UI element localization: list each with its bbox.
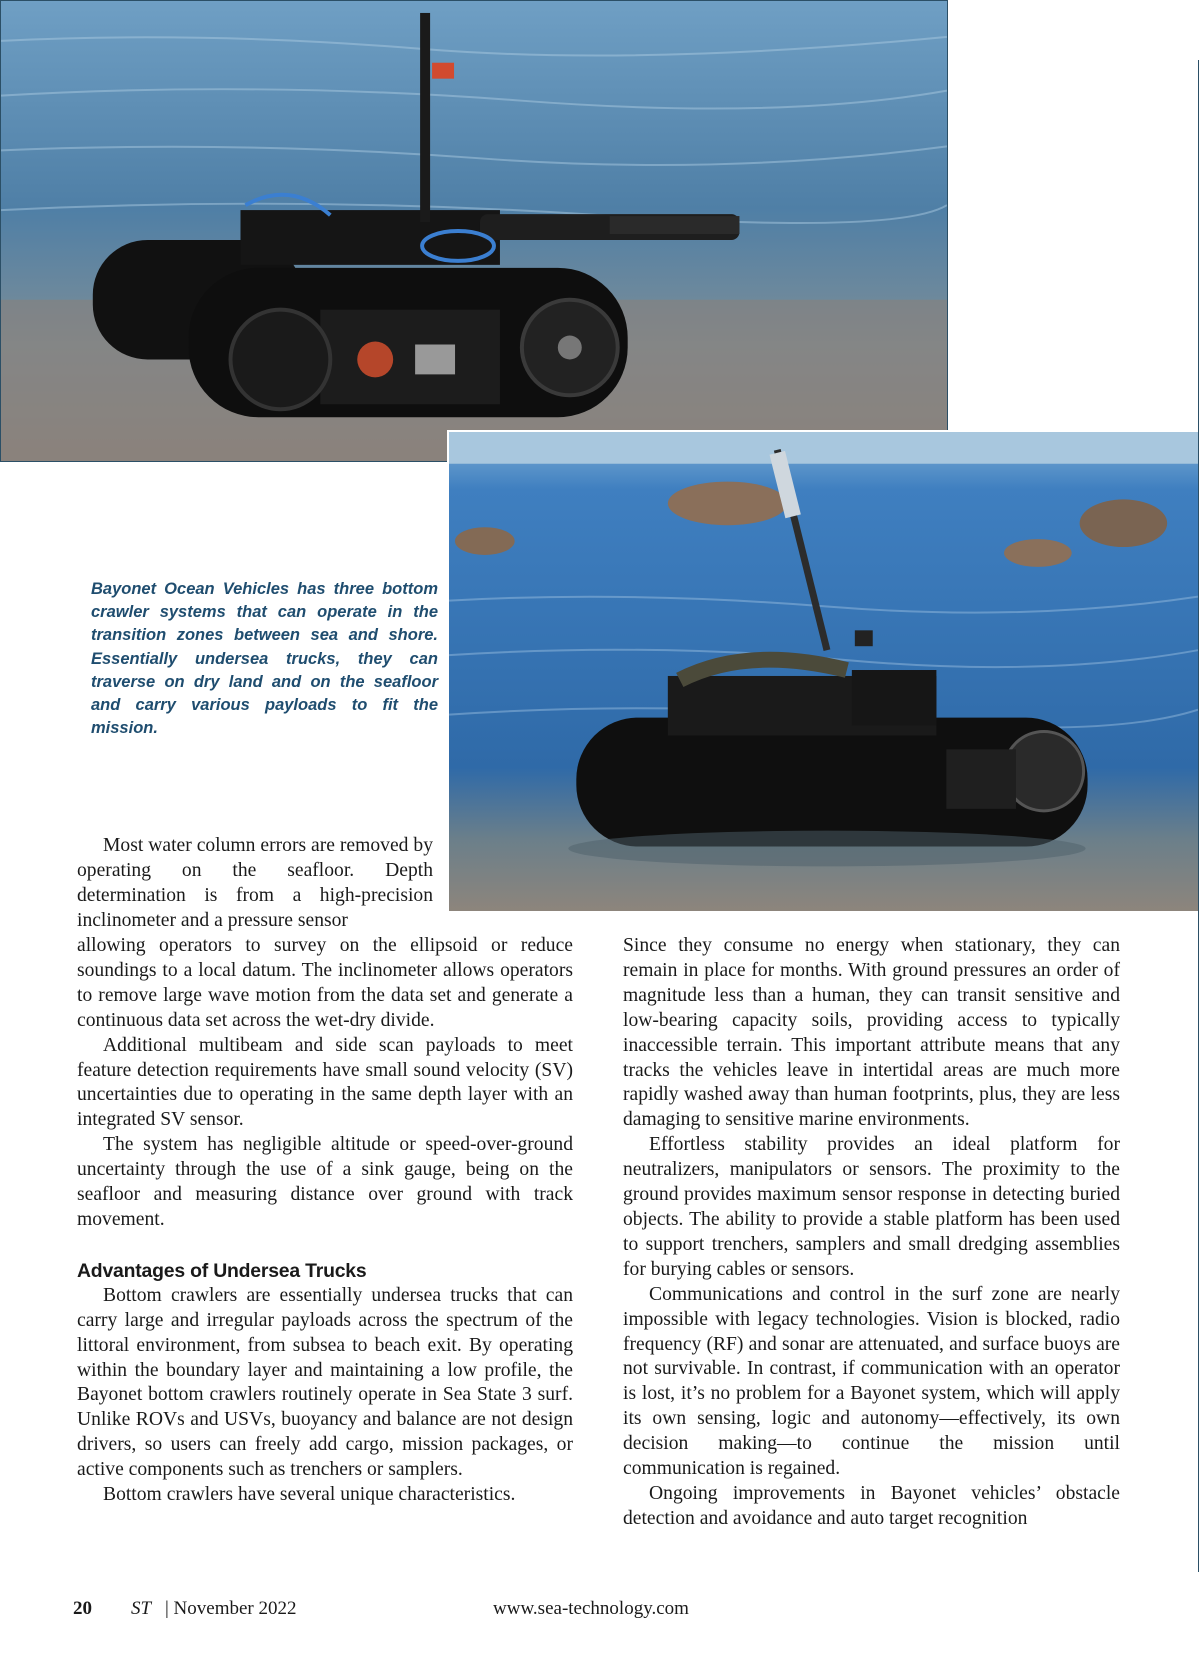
photo-caption: Bayonet Ocean Vehicles has three bottom crawler systems that can operate in the transition zones between sea and shore. Essentially undersea trucks, they can traverse on dry land and on the seafloor and carry various payloads to fit the mission. xyxy=(91,580,438,738)
page-edge-rule xyxy=(1198,60,1199,1572)
text-column-right xyxy=(623,934,1120,1532)
paragraph: Since they consume no energy when stationary, they can remain in place for months. With ground pressures an order of magnitude less than a human, they can transit sensitive and low-bearing capacity soils, providing access to typically inaccessible terrain. This important attribute means that any tracks the vehicles leave in intertidal areas are much more rapidly washed away than human footprints, plus, they are less damaging to sensitive marine environments. xyxy=(623,935,1120,1131)
issue-date: | November 2022 xyxy=(165,1598,297,1619)
paragraph: Ongoing improvements in Bayonet vehicles’ obstacle detection and avoidance and auto target recognition xyxy=(623,1482,1120,1529)
paragraph: Bottom crawlers have several unique characteristics. xyxy=(103,1484,516,1506)
paragraph: Additional multibeam and side scan payloads to meet feature detection requirements have small sound velocity (SV) uncertainties due to operating in the same depth layer with an integrated SV sensor. xyxy=(77,1034,573,1131)
page-footer xyxy=(0,1597,1200,1621)
paragraph: Effortless stability provides an ideal platform for neutralizers, manipulators or sensors. The proximity to the ground provides maximum sensor response in detecting buried objects. The ability to provide a stable platform has been used to support trenchers, samplers and small dredging assemblies for burying cables or sensors. xyxy=(623,1134,1120,1280)
text-column-left xyxy=(77,934,573,1508)
paragraph: Communications and control in the surf zone are nearly impossible with legacy technologies. Vision is blocked, radio frequency (RF) and sonar are attenuated, and surface buoys are not survivable. In contrast, if communication with an operator is lost, it’s no problem for a Bayonet system, which will apply its own sensing, logic and autonomy—effectively, its own decision making—to continue the mission until communication is regained. xyxy=(623,1283,1120,1480)
website-url[interactable]: www.sea-technology.com xyxy=(493,1598,689,1619)
paragraph: The system has negligible altitude or speed-over-ground uncertainty through the use of a sink gauge, being on the seafloor and measuring distance over ground with track movement. xyxy=(77,1134,573,1230)
paragraph: Most water column errors are removed by operating on the seafloor. Depth determination is from a high-precision inclinometer and a pressure sensor xyxy=(77,835,433,931)
paragraph: Bottom crawlers are essentially undersea trucks that can carry large and irregular payloads across the spectrum of the littoral environment, from subsea to beach exit. By operating within the boundary layer and maintaining a low profile, the Bayonet bottom crawlers routinely operate in Sea State 3 surf. Unlike ROVs and USVs, buoyancy and balance are not design drivers, so users can freely add cargo, mission packages, or active components such as trenchers or samplers. xyxy=(77,1284,573,1481)
photo-crawler-beach xyxy=(0,0,948,462)
section-heading: Advantages of Undersea Trucks xyxy=(77,1259,367,1282)
paragraph: allowing operators to survey on the ellipsoid or reduce soundings to a local datum. The inclinometer allows operators to remove large wave motion from the data set and generate a continuous data set across the wet-dry divide. xyxy=(77,935,573,1031)
text-column-left-top xyxy=(77,834,433,934)
photo-crawler-shallows xyxy=(447,430,1200,913)
magazine-name: ST xyxy=(131,1598,152,1619)
page-number: 20 xyxy=(73,1598,92,1619)
